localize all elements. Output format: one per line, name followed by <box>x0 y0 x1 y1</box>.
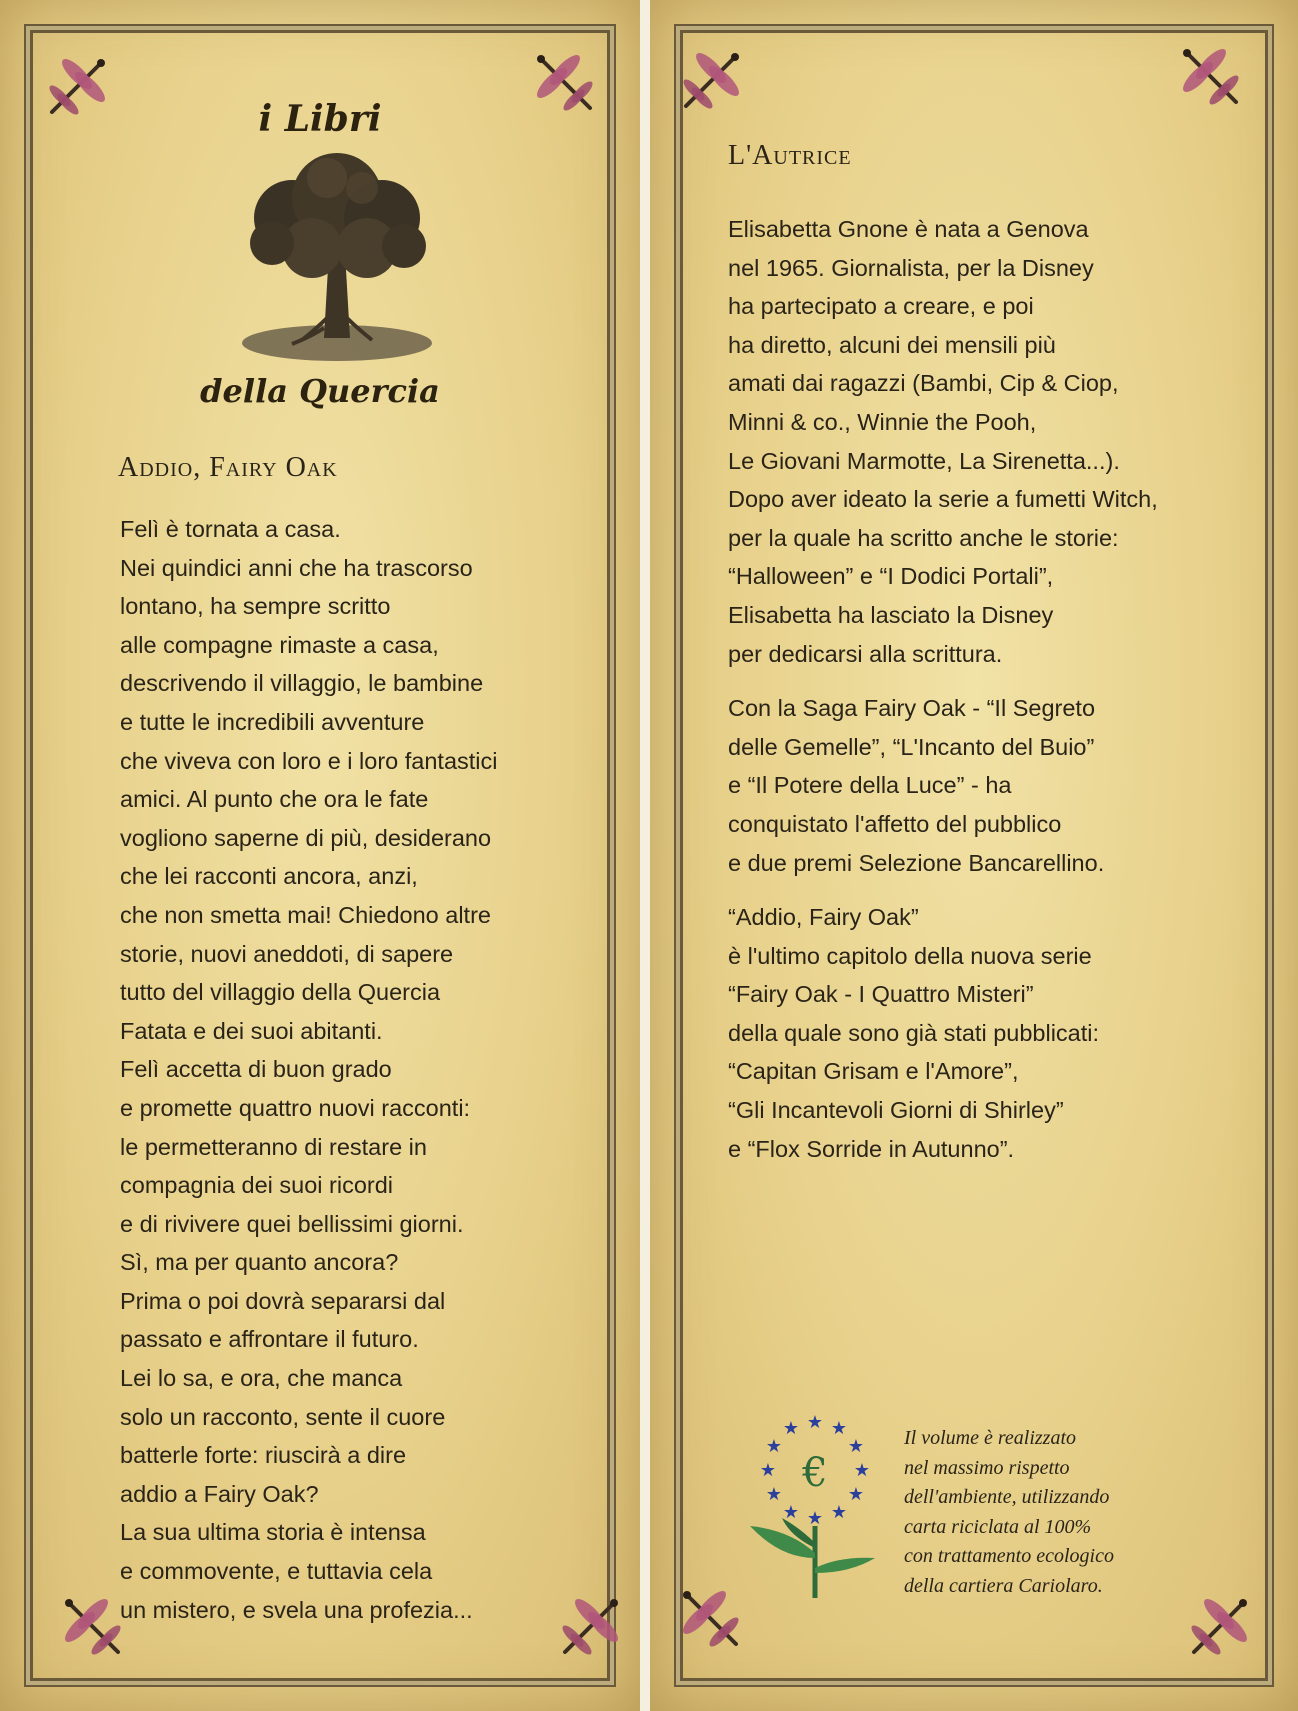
biography-line: Le Giovani Marmotte, La Sirenetta...). <box>728 447 1120 474</box>
synopsis-line: Prima o poi dovrà separarsi dal <box>120 1287 446 1314</box>
dragonfly-icon <box>676 1584 746 1654</box>
eco-notice <box>904 1424 1254 1601</box>
synopsis-line: e di rivivere quei bellissimi giorni. <box>120 1210 464 1237</box>
eco-notice-line: carta riciclata al 100% <box>904 1515 1092 1538</box>
synopsis-line: alle compagne rimaste a casa, <box>120 631 439 658</box>
synopsis-line: Felì è tornata a casa. <box>120 516 341 542</box>
biography-line: Elisabetta ha lasciato la Disney <box>728 601 1054 628</box>
oak-tree-icon <box>232 148 442 368</box>
synopsis-line: e tutte le incredibili avventure <box>120 708 425 735</box>
eco-notice-line: della cartiera Cariolaro. <box>904 1574 1103 1597</box>
biography-line: per dedicarsi alla scrittura. <box>728 640 1003 667</box>
biography-line: ha partecipato a creare, e poi <box>728 293 1034 320</box>
eu-ecolabel-flower-icon <box>740 1408 890 1600</box>
biography-line: conquistato l'affetto del pubblico <box>728 810 1062 837</box>
svg-text:★: ★ <box>847 1484 865 1505</box>
author-biography <box>728 210 1158 1184</box>
biography-line: Minni & co., Winnie the Pooh, <box>728 408 1037 435</box>
biography-line: “Fairy Oak - I Quattro Misteri” <box>728 981 1034 1008</box>
biography-line: amati dai ragazzi (Bambi, Cip & Ciop, <box>728 370 1119 397</box>
synopsis-line: Nei quindici anni che ha trascorso <box>120 554 473 581</box>
eco-notice-line: dell'ambiente, utilizzando <box>904 1486 1110 1508</box>
svg-text:★: ★ <box>830 1502 848 1523</box>
biography-paragraph <box>728 689 1158 882</box>
biography-paragraph <box>728 898 1158 1168</box>
synopsis-line: amici. Al punto che ora le fate <box>120 786 429 813</box>
svg-text:★: ★ <box>853 1460 871 1481</box>
book-title-heading: Addio, Fairy Oak <box>118 452 338 483</box>
book-synopsis <box>120 510 498 1629</box>
dragonfly-icon <box>1184 1592 1254 1662</box>
svg-text:★: ★ <box>847 1436 865 1457</box>
synopsis-line: addio a Fairy Oak? <box>120 1480 319 1507</box>
synopsis-line: e promette quattro nuovi racconti: <box>120 1094 471 1121</box>
biography-line: e due premi Selezione Bancarellino. <box>728 849 1105 876</box>
logo-title-bottom: della Quercia <box>200 372 440 410</box>
synopsis-line: passato e affrontare il futuro. <box>120 1326 419 1353</box>
dragonfly-icon <box>676 46 746 116</box>
biography-line: “Halloween” e “I Dodici Portali”, <box>728 563 1054 590</box>
synopsis-line: compagnia dei suoi ricordi <box>120 1172 394 1199</box>
synopsis-line: e commovente, e tuttavia cela <box>120 1558 433 1585</box>
svg-text:★: ★ <box>806 1508 824 1529</box>
svg-text:★: ★ <box>782 1418 800 1439</box>
biography-line: è l'ultimo capitolo della nuova serie <box>728 942 1092 969</box>
synopsis-line: batterle forte: riuscirà a dire <box>120 1442 407 1469</box>
biography-line: ha diretto, alcuni dei mensili più <box>728 331 1056 358</box>
biography-line: delle Gemelle”, “L'Incanto del Buio” <box>728 733 1095 760</box>
synopsis-line: Lei lo sa, e ora, che manca <box>120 1365 403 1392</box>
synopsis-line: lontano, ha sempre scritto <box>120 593 391 620</box>
synopsis-line: che non smetta mai! Chiedono altre <box>120 901 491 928</box>
biography-line: Elisabetta Gnone è nata a Genova <box>728 216 1089 242</box>
logo-title-top: i Libri <box>258 98 382 140</box>
synopsis-line: che lei racconti ancora, anzi, <box>120 863 418 890</box>
synopsis-line: Fatata e dei suoi abitanti. <box>120 1017 383 1044</box>
biography-line: e “Flox Sorride in Autunno”. <box>728 1135 1015 1162</box>
synopsis-line: solo un racconto, sente il cuore <box>120 1403 446 1430</box>
svg-text:★: ★ <box>759 1460 777 1481</box>
author-heading: L'Autrice <box>728 140 852 171</box>
synopsis-line: vogliono saperne di più, desiderano <box>120 824 492 851</box>
dragonfly-icon <box>58 1592 128 1662</box>
svg-text:★: ★ <box>806 1412 824 1433</box>
biography-line: e “Il Potere della Luce” - ha <box>728 772 1012 799</box>
synopsis-line: tutto del villaggio della Quercia <box>120 979 441 1006</box>
biography-line: per la quale ha scritto anche le storie: <box>728 524 1119 551</box>
svg-text:€: € <box>802 1450 828 1496</box>
svg-text:★: ★ <box>765 1484 783 1505</box>
synopsis-line: Felì accetta di buon grado <box>120 1056 392 1083</box>
synopsis-line: La sua ultima storia è intensa <box>120 1519 426 1546</box>
svg-text:★: ★ <box>765 1436 783 1457</box>
biography-line: “Gli Incantevoli Giorni di Shirley” <box>728 1097 1064 1124</box>
dragonfly-icon <box>1176 42 1246 112</box>
svg-text:★: ★ <box>782 1502 800 1523</box>
eco-notice-line: con trattamento ecologico <box>904 1545 1114 1567</box>
eco-notice-line: Il volume è realizzato <box>904 1427 1077 1449</box>
biography-line: della quale sono già stati pubblicati: <box>728 1019 1100 1046</box>
svg-text:★: ★ <box>830 1418 848 1439</box>
dragonfly-icon <box>555 1592 625 1662</box>
biography-line: “Capitan Grisam e l'Amore”, <box>728 1058 1019 1085</box>
synopsis-line: Sì, ma per quanto ancora? <box>120 1249 399 1276</box>
synopsis-line: storie, nuovi aneddoti, di sapere <box>120 940 454 967</box>
synopsis-line: che viveva con loro e i loro fantastici <box>120 747 498 774</box>
biography-paragraph <box>728 210 1158 673</box>
synopsis-line: le permetteranno di restare in <box>120 1133 427 1160</box>
synopsis-line: descrivendo il villaggio, le bambine <box>120 670 484 697</box>
biography-line: Con la Saga Fairy Oak - “Il Segreto <box>728 695 1096 722</box>
synopsis-line: un mistero, e svela una profezia... <box>120 1596 473 1623</box>
biography-line: Dopo aver ideato la serie a fumetti Witch, <box>728 486 1158 513</box>
eco-notice-line: nel massimo rispetto <box>904 1456 1070 1479</box>
biography-line: nel 1965. Giornalista, per la Disney <box>728 254 1094 281</box>
biography-line: “Addio, Fairy Oak” <box>728 904 919 931</box>
